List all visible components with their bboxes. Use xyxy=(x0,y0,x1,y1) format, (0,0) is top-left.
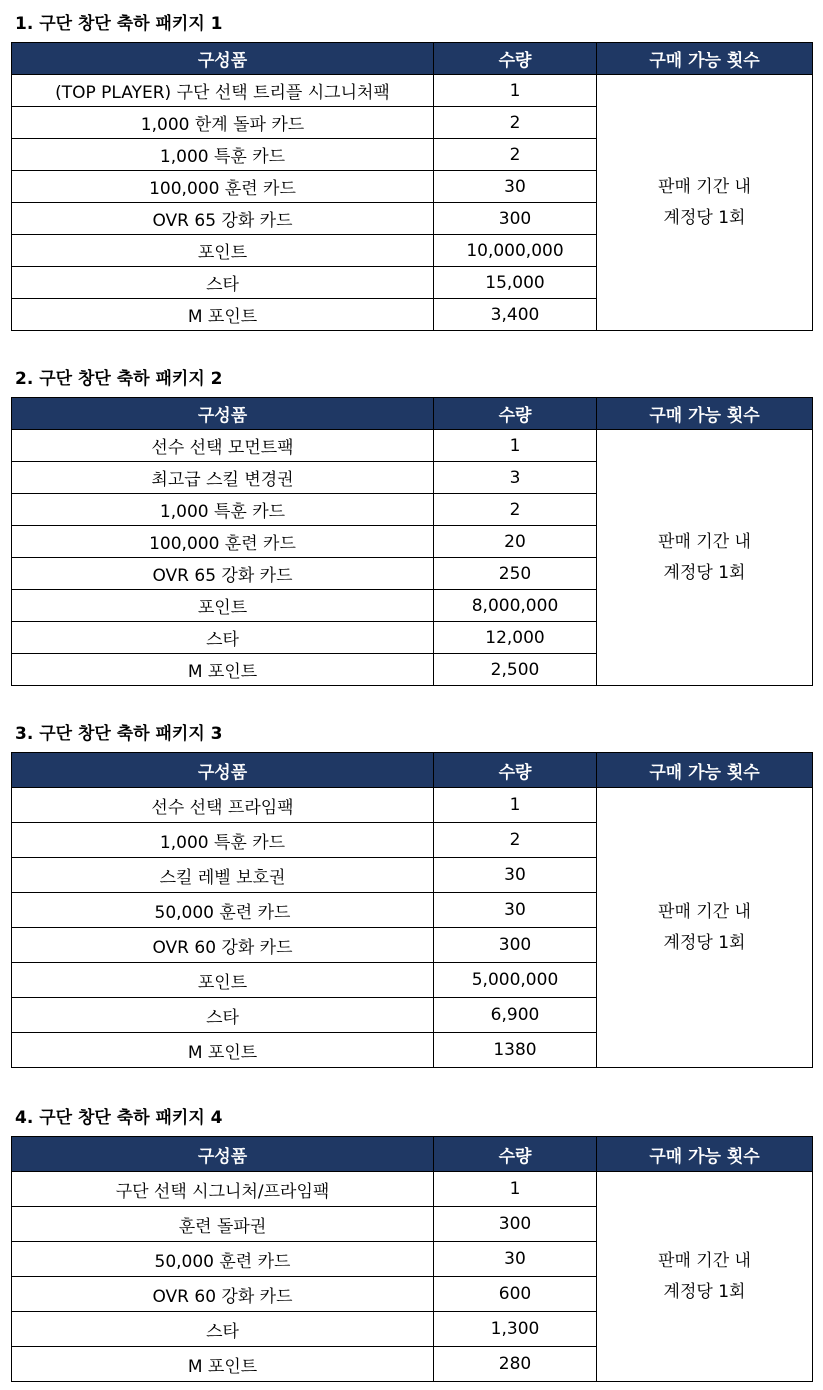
column-header-qty: 수량 xyxy=(434,398,597,430)
qty-cell: 2,500 xyxy=(434,654,597,686)
column-header-item: 구성품 xyxy=(12,43,434,75)
qty-cell: 300 xyxy=(434,1207,597,1242)
purchase-limit-cell xyxy=(597,430,813,686)
package-table xyxy=(11,1136,813,1382)
item-cell: M 포인트 xyxy=(12,654,434,686)
column-header-limit: 구매 가능 횟수 xyxy=(597,753,813,788)
qty-cell: 15,000 xyxy=(434,267,597,299)
table-header-row xyxy=(12,398,813,430)
qty-cell: 3,400 xyxy=(434,299,597,331)
section-title: 3. 구단 창단 축하 패키지 3 xyxy=(15,724,223,744)
item-cell: 100,000 훈련 카드 xyxy=(12,171,434,203)
item-cell: 스타 xyxy=(12,1312,434,1347)
item-cell: 1,000 특훈 카드 xyxy=(12,139,434,171)
qty-cell: 1 xyxy=(434,430,597,462)
item-cell: 훈련 돌파권 xyxy=(12,1207,434,1242)
purchase-limit-line1: 판매 기간 내 xyxy=(658,176,751,197)
qty-cell: 2 xyxy=(434,494,597,526)
item-cell: 선수 선택 프라임팩 xyxy=(12,788,434,823)
qty-cell: 1 xyxy=(434,75,597,107)
purchase-limit-line2: 계정당 1회 xyxy=(663,1281,746,1302)
purchase-limit-cell xyxy=(597,788,813,1068)
column-header-qty: 수량 xyxy=(434,43,597,75)
qty-cell: 2 xyxy=(434,823,597,858)
section-title: 2. 구단 창단 축하 패키지 2 xyxy=(15,369,223,389)
package-table xyxy=(11,752,813,1068)
item-cell: 스타 xyxy=(12,622,434,654)
qty-cell: 300 xyxy=(434,928,597,963)
column-header-limit: 구매 가능 횟수 xyxy=(597,43,813,75)
item-cell: 1,000 특훈 카드 xyxy=(12,494,434,526)
item-cell: OVR 65 강화 카드 xyxy=(12,558,434,590)
purchase-limit-line1: 판매 기간 내 xyxy=(658,901,751,922)
qty-cell: 300 xyxy=(434,203,597,235)
item-cell: 1,000 특훈 카드 xyxy=(12,823,434,858)
qty-cell: 1,300 xyxy=(434,1312,597,1347)
item-cell: 스타 xyxy=(12,998,434,1033)
item-cell: 100,000 훈련 카드 xyxy=(12,526,434,558)
table-header-row xyxy=(12,43,813,75)
qty-cell: 10,000,000 xyxy=(434,235,597,267)
qty-cell: 12,000 xyxy=(434,622,597,654)
table-header-row xyxy=(12,1137,813,1172)
column-header-limit: 구매 가능 횟수 xyxy=(597,1137,813,1172)
item-cell: 구단 선택 시그니처/프라임팩 xyxy=(12,1172,434,1207)
package-table xyxy=(11,42,813,331)
purchase-limit-line2: 계정당 1회 xyxy=(663,932,746,953)
item-cell: (TOP PLAYER) 구단 선택 트리플 시그니처팩 xyxy=(12,75,434,107)
item-cell: OVR 60 강화 카드 xyxy=(12,1277,434,1312)
item-cell: 포인트 xyxy=(12,235,434,267)
item-cell: M 포인트 xyxy=(12,1347,434,1382)
purchase-limit-cell xyxy=(597,75,813,331)
column-header-item: 구성품 xyxy=(12,1137,434,1172)
qty-cell: 2 xyxy=(434,107,597,139)
item-cell: 50,000 훈련 카드 xyxy=(12,1242,434,1277)
column-header-qty: 수량 xyxy=(434,753,597,788)
item-cell: 50,000 훈련 카드 xyxy=(12,893,434,928)
qty-cell: 5,000,000 xyxy=(434,963,597,998)
item-cell: 스타 xyxy=(12,267,434,299)
column-header-limit: 구매 가능 횟수 xyxy=(597,398,813,430)
purchase-limit-line1: 판매 기간 내 xyxy=(658,531,751,552)
table-row xyxy=(12,788,813,823)
item-cell: 스킬 레벨 보호권 xyxy=(12,858,434,893)
item-cell: M 포인트 xyxy=(12,1033,434,1068)
qty-cell: 8,000,000 xyxy=(434,590,597,622)
column-header-item: 구성품 xyxy=(12,398,434,430)
qty-cell: 1 xyxy=(434,788,597,823)
column-header-qty: 수량 xyxy=(434,1137,597,1172)
purchase-limit-line2: 계정당 1회 xyxy=(663,207,746,228)
item-cell: OVR 60 강화 카드 xyxy=(12,928,434,963)
item-cell: 포인트 xyxy=(12,590,434,622)
table-row xyxy=(12,1172,813,1207)
qty-cell: 30 xyxy=(434,171,597,203)
qty-cell: 280 xyxy=(434,1347,597,1382)
qty-cell: 20 xyxy=(434,526,597,558)
qty-cell: 30 xyxy=(434,893,597,928)
item-cell: 선수 선택 모먼트팩 xyxy=(12,430,434,462)
item-cell: 1,000 한계 돌파 카드 xyxy=(12,107,434,139)
section-title: 4. 구단 창단 축하 패키지 4 xyxy=(15,1108,223,1128)
item-cell: 최고급 스킬 변경권 xyxy=(12,462,434,494)
qty-cell: 250 xyxy=(434,558,597,590)
table-header-row xyxy=(12,753,813,788)
column-header-item: 구성품 xyxy=(12,753,434,788)
qty-cell: 6,900 xyxy=(434,998,597,1033)
qty-cell: 600 xyxy=(434,1277,597,1312)
qty-cell: 3 xyxy=(434,462,597,494)
qty-cell: 30 xyxy=(434,858,597,893)
item-cell: OVR 65 강화 카드 xyxy=(12,203,434,235)
qty-cell: 2 xyxy=(434,139,597,171)
table-row xyxy=(12,430,813,462)
qty-cell: 30 xyxy=(434,1242,597,1277)
package-table xyxy=(11,397,813,686)
qty-cell: 1380 xyxy=(434,1033,597,1068)
purchase-limit-line2: 계정당 1회 xyxy=(663,562,746,583)
section-title: 1. 구단 창단 축하 패키지 1 xyxy=(15,14,223,34)
purchase-limit-line1: 판매 기간 내 xyxy=(658,1250,751,1271)
table-row xyxy=(12,75,813,107)
item-cell: M 포인트 xyxy=(12,299,434,331)
qty-cell: 1 xyxy=(434,1172,597,1207)
item-cell: 포인트 xyxy=(12,963,434,998)
purchase-limit-cell xyxy=(597,1172,813,1382)
